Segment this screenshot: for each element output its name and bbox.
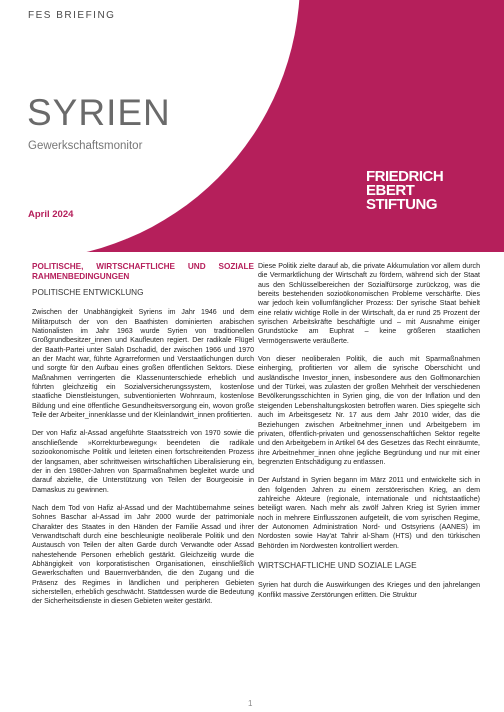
- logo-line-1: FRIEDRICH: [366, 168, 444, 185]
- paragraph: Diese Politik zielte darauf ab, die private Akkumulation vor allem durch die Vermarktlichung der Wirtschaft zu fördern, während sich der Staat aus den Schlüsselbereichen der Sozialfürsorge zurückzog, was die bereits bestehenden sozioökonomischen Probleme verschärfte. Dies war jedoch kein vollumfänglicher Prozess: Der syrische Staat behielt eine relativ wichtige Rolle in der Wirtschaft, da er rund 25 Prozent der syrischen Arbeitskräfte beschäftigte und – mit Ausnahme einiger Grundstücke am Euphrat – keine größeren staatlichen Vermögenswerte veräußerte.: [258, 263, 480, 345]
- paragraph: Von dieser neoliberalen Politik, die auch mit Sparmaßnahmen einherging, profitierten vor allem die syrische Oberschicht und ausländische Investor_innen, insbesondere aus den Golfmonarchien und der Türkei, was zulasten der großen Mehrheit der verschiedenen Bevölkerungsschichten in Syrien ging, die von der Inflation und den steigenden Lebenshaltungskosten betroffen waren. Dies spiegelte sich auch im Arbeitsgesetz Nr. 17 aus dem Jahr 2010 wider, das die Beziehungen zwischen Arbeitnehmer_innen und Arbeitgebern im privaten, öffentlich-privaten und genossenschaftlichen Sektor regelte und den Arbeitgebern in Artikel 64 des Gesetzes das Recht einräumte, ihre Arbeitnehmer_innen ohne jegliche Begründung und nur mit einer begrenzten Entschädigung zu entlassen.: [258, 356, 480, 466]
- series-label: FES BRIEFING: [28, 10, 116, 21]
- right-column: [258, 262, 480, 609]
- paragraph: Nach dem Tod von Hafiz al-Assad und der Machtübernahme seines Sohnes Baschar al-Assad im Jahr 2000 wurde der patrimoniale Charakter des Staates in den Händen der Familie Assad und ihrer Verwandtschaft durch eine beschleunigte neoliberale Politik und den Austausch von Teilen der alten Garde durch Verwandte oder Assad nahestehende Personen erheblich gestärkt. Gleichzeitig wurde die Abhängigkeit von korporatistischen Organisationen, einschließlich Gewerkschaften und Bauernverbänden, die den Zugang und die Präsenz des Regimes in ländlichen und peripheren Gebieten sicherstellen, erheblich geschwächt. Stattdessen wurde die Bedeutung der Sicherheitsdienste in diesen Gebieten weiter gestärkt.: [32, 504, 254, 606]
- paragraph: Der Aufstand in Syrien begann im März 2011 und entwickelte sich in den folgenden Jahren zu einem zerstörerischen Krieg, an dem zahlreiche Akteure (regionale, internationale und nichtstaatliche) beteiligt waren. Nach mehr als zwölf Jahren Krieg ist Syrien immer noch in mehrere Einflusszonen aufgeteilt, die vom syrischen Regime, der Autonomen Administration Nord- und Ostsyriens (AANES) im Nordosten sowie Hay'at Tahrir al-Sham (HTS) und den türkischen Behörden im Nordwesten kontrolliert werden.: [258, 477, 480, 550]
- publication-date: April 2024: [28, 209, 74, 220]
- corner-accent-bar: [375, 0, 504, 18]
- subsection-heading-politics: POLITISCHE ENTWICKLUNG: [32, 288, 144, 297]
- subsection-heading-economy: WIRTSCHAFTLICHE UND SOZIALE LAGE: [258, 560, 417, 570]
- fes-logo: [366, 170, 458, 212]
- logo-line-2: EBERT: [366, 182, 415, 199]
- left-column: [32, 262, 254, 616]
- paragraph: Der von Hafiz al-Assad angeführte Staatsstreich von 1970 sowie die anschließende »Korrekturbewegung« beendeten die radikale soziookonomische Politik und leiteten einen fortschreitenden Prozess der langsamen, aber schrittweisen wirtschaftlichen Liberalisierung ein, der in den 1980er-Jahren von Sparmaßnahmen begleitet wurde und darauf abzielte, die Unterstützung von Teilen der Bourgeoisie in Damaskus zu gewinnen.: [32, 430, 254, 494]
- page-subtitle: Gewerkschaftsmonitor: [28, 140, 143, 152]
- paragraph: Zwischen der Unabhängigkeit Syriens im Jahr 1946 und dem Militärputsch der von den Baathisten dominierten arabischen Nationalisten im Jahr 1963 wurde Syrien von traditionellen Großgrundbesitzer_innen und Kaufleuten regiert. Der radikale Flügel der Baath-Partei unter Salah Dschadid, der zwischen 1966 und 1970 an der Macht war, führte Agrarreformen und Verstaatlichungen durch und sorgte für den Aufbau eines großen öffentlichen Sektors. Diese Maßnahmen verringerten die Klassenunterschiede erheblich und führten gleichzeitig ein Sozialversicherungssystem, kostenlose staatliche Dienstleistungen, subventionierten Wohnraum, kostenlose Bildung und eine öffentliche Gesundheitsversorgung ein, wovon große Teile der Arbeiter_innenklasse und der Kleinlandwirt_innen profitierten.: [32, 309, 254, 420]
- logo-line-3: STIFTUNG: [366, 196, 437, 213]
- page-title: SYRIEN: [27, 92, 171, 133]
- page-number: 1: [248, 699, 253, 708]
- paragraph: Syrien hat durch die Auswirkungen des Krieges und den jahrelangen Konflikt massive Zerstörungen erlitten. Die Struktur: [258, 582, 480, 599]
- section-heading: POLITISCHE, WIRTSCHAFTLICHE UND SOZIALE RAHMENBEDINGUNGEN: [32, 262, 254, 281]
